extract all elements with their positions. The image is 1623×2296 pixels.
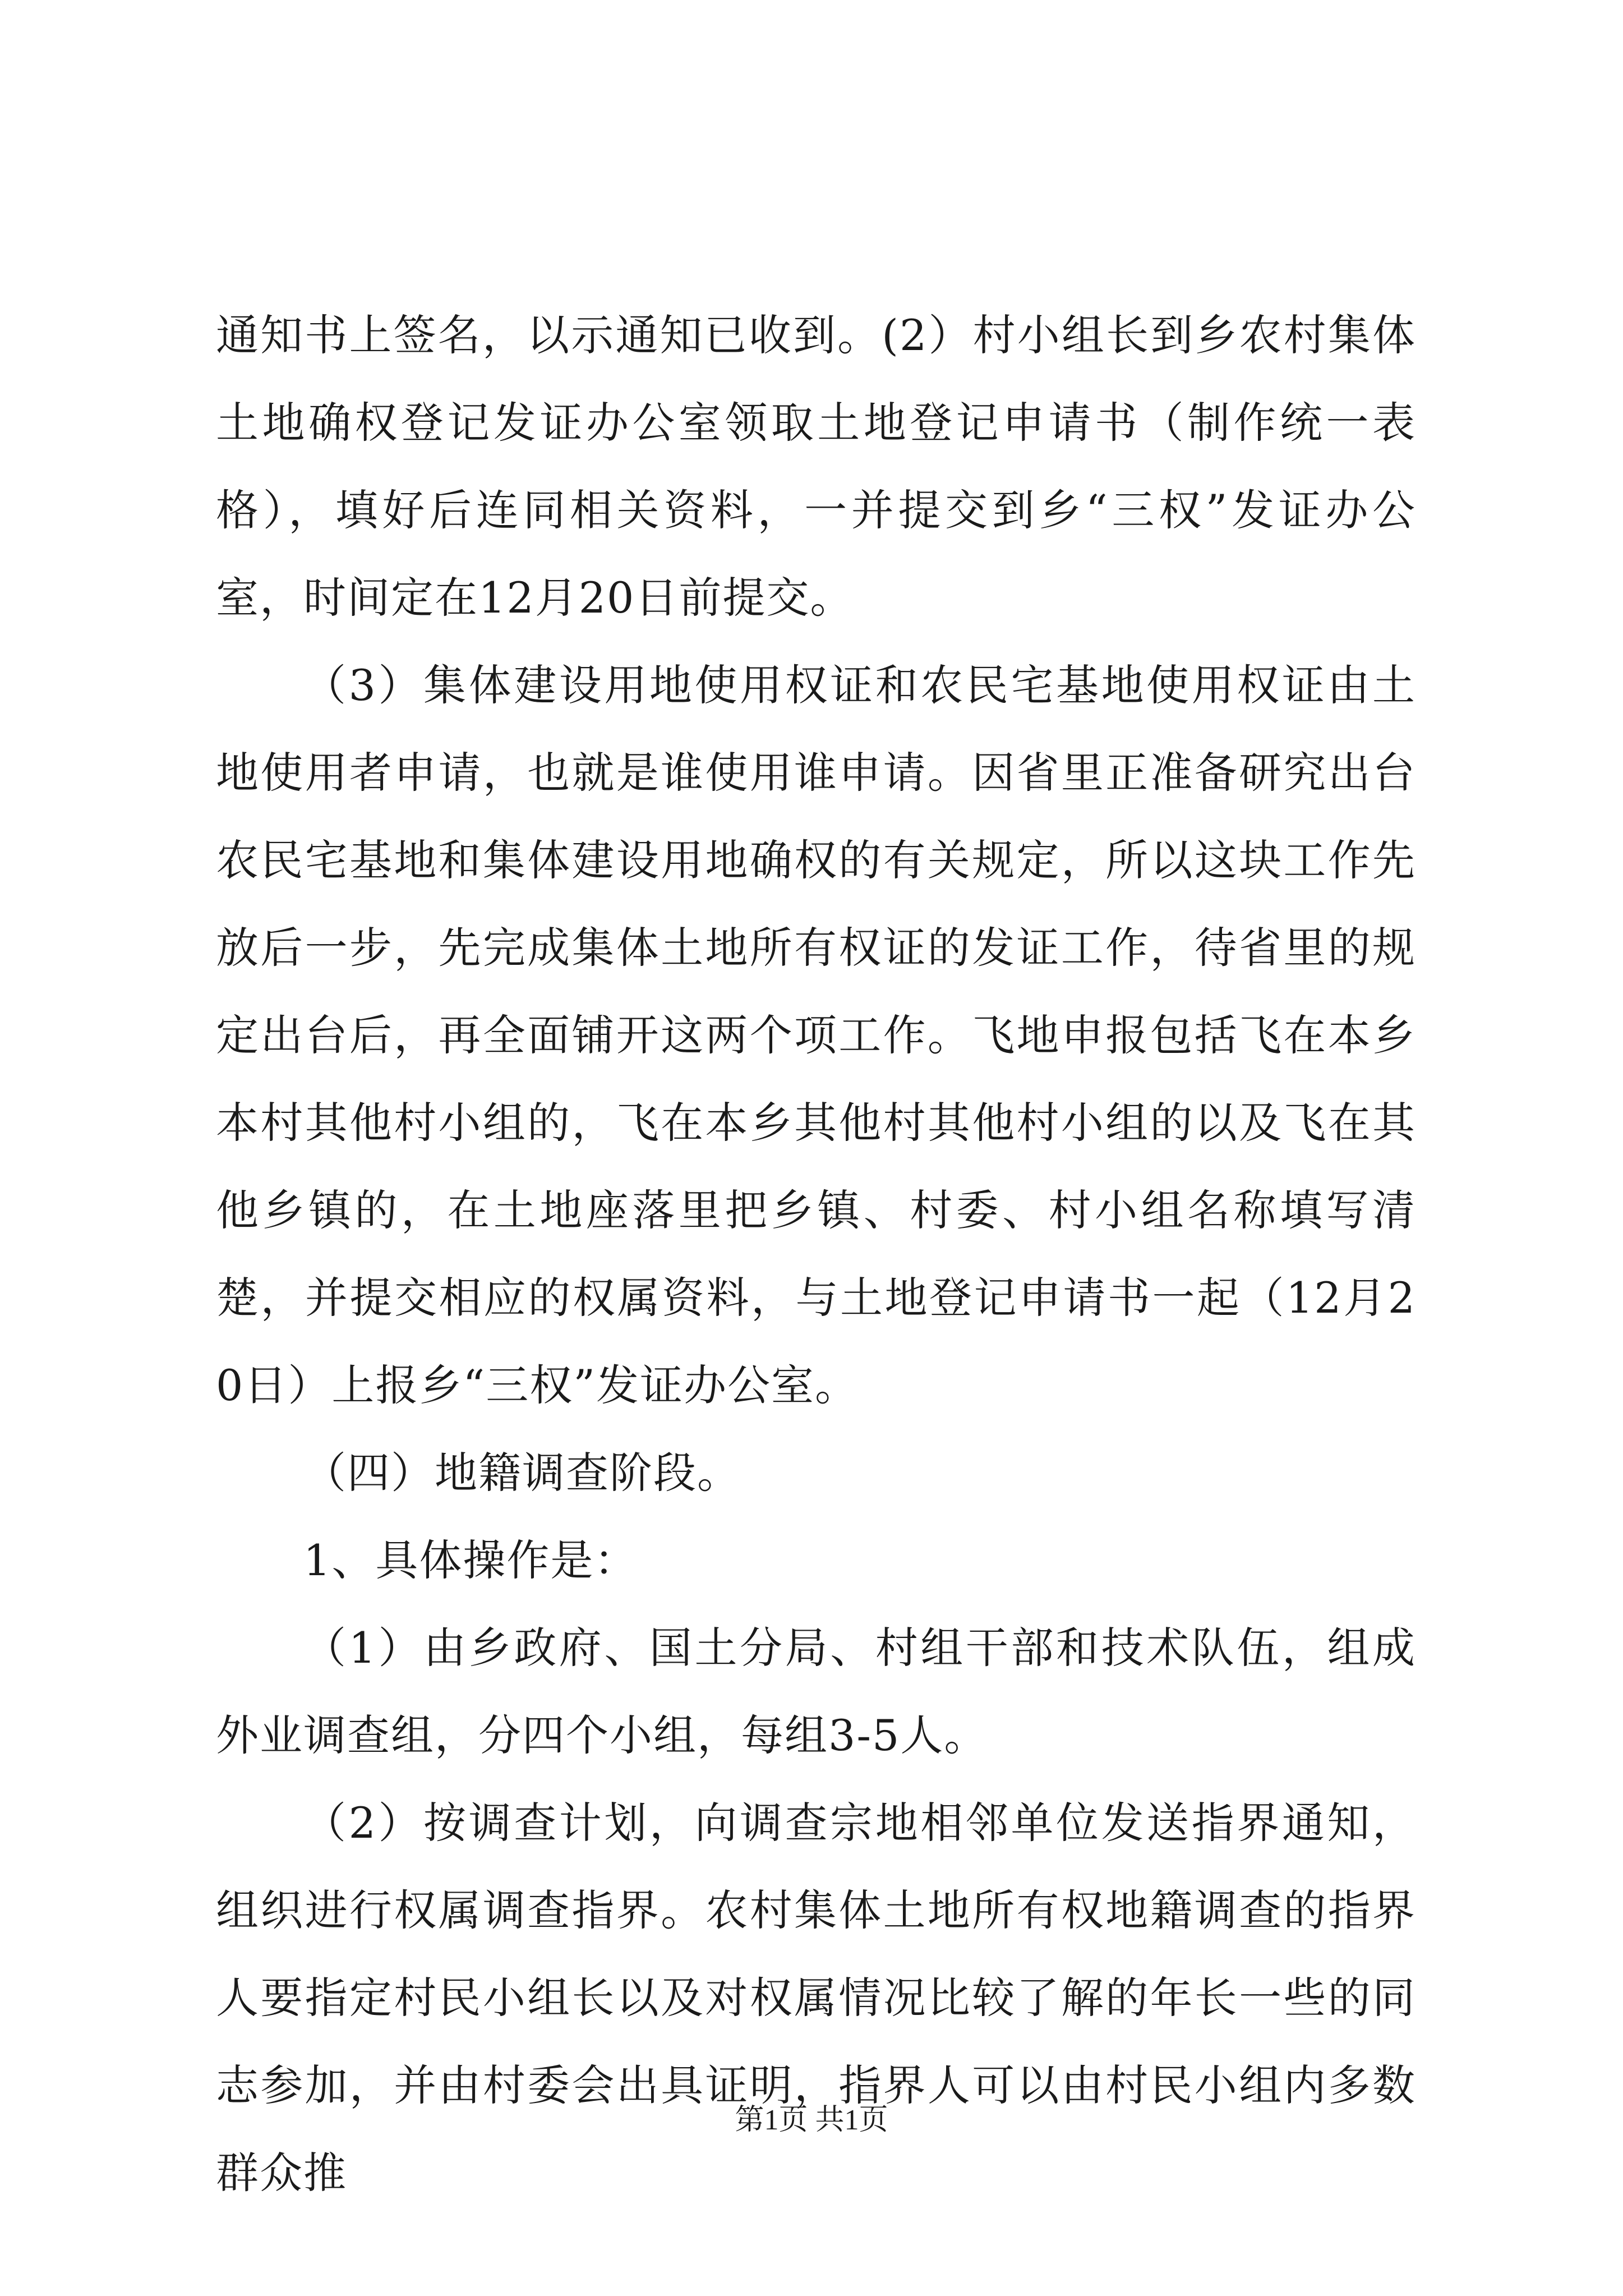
section-heading-4: （四）地籍调查阶段。 bbox=[303, 1448, 741, 1498]
paragraph-1: 通知书上签名，以示通知已收到。(2）村小组长到乡农村集体土地确权登记发证办公室领取土地登记申请书（制作统一表格），填好后连同相关资料，一并提交到乡“三权”发证办公室，时间定在12月20日前提交。 bbox=[216, 310, 1416, 623]
document-body bbox=[216, 292, 1416, 2217]
page-footer: 第1页 共1页 bbox=[735, 2104, 888, 2136]
subheading-1: 1、具体操作是： bbox=[303, 1535, 638, 1585]
paragraph-2: （3）集体建设用地使用权证和农民宅基地使用权证由土地使用者申请，也就是谁使用谁申请。因省里正准备研究出台农民宅基地和集体建设用地确权的有关规定，所以这块工作先放后一步，先完成集体土地所有权证的发证工作，待省里的规定出台后，再全面铺开这两个项工作。飞地申报包括飞在本乡本村其他村小组的，飞在本乡其他村其他村小组的以及飞在其他乡镇的，在土地座落里把乡镇、村委、村小组名称填写清楚，并提交相应的权属资料，与土地登记申请书一起（12月20日）上报乡“三权”发证办公室。 bbox=[216, 660, 1416, 1410]
paragraph-item-1: （1）由乡政府、国土分局、村组干部和技术队伍，组成外业调查组，分四个小组，每组3-5人。 bbox=[216, 1623, 1416, 1760]
paragraph-item-2: （2）按调查计划，向调查宗地相邻单位发送指界通知，组织进行权属调查指界。农村集体土地所有权地籍调查的指界人要指定村民小组长以及对权属情况比较了解的年长一些的同志参加，并由村委会出具证明，指界人可以由村民小组内多数群众推 bbox=[216, 1798, 1416, 2198]
